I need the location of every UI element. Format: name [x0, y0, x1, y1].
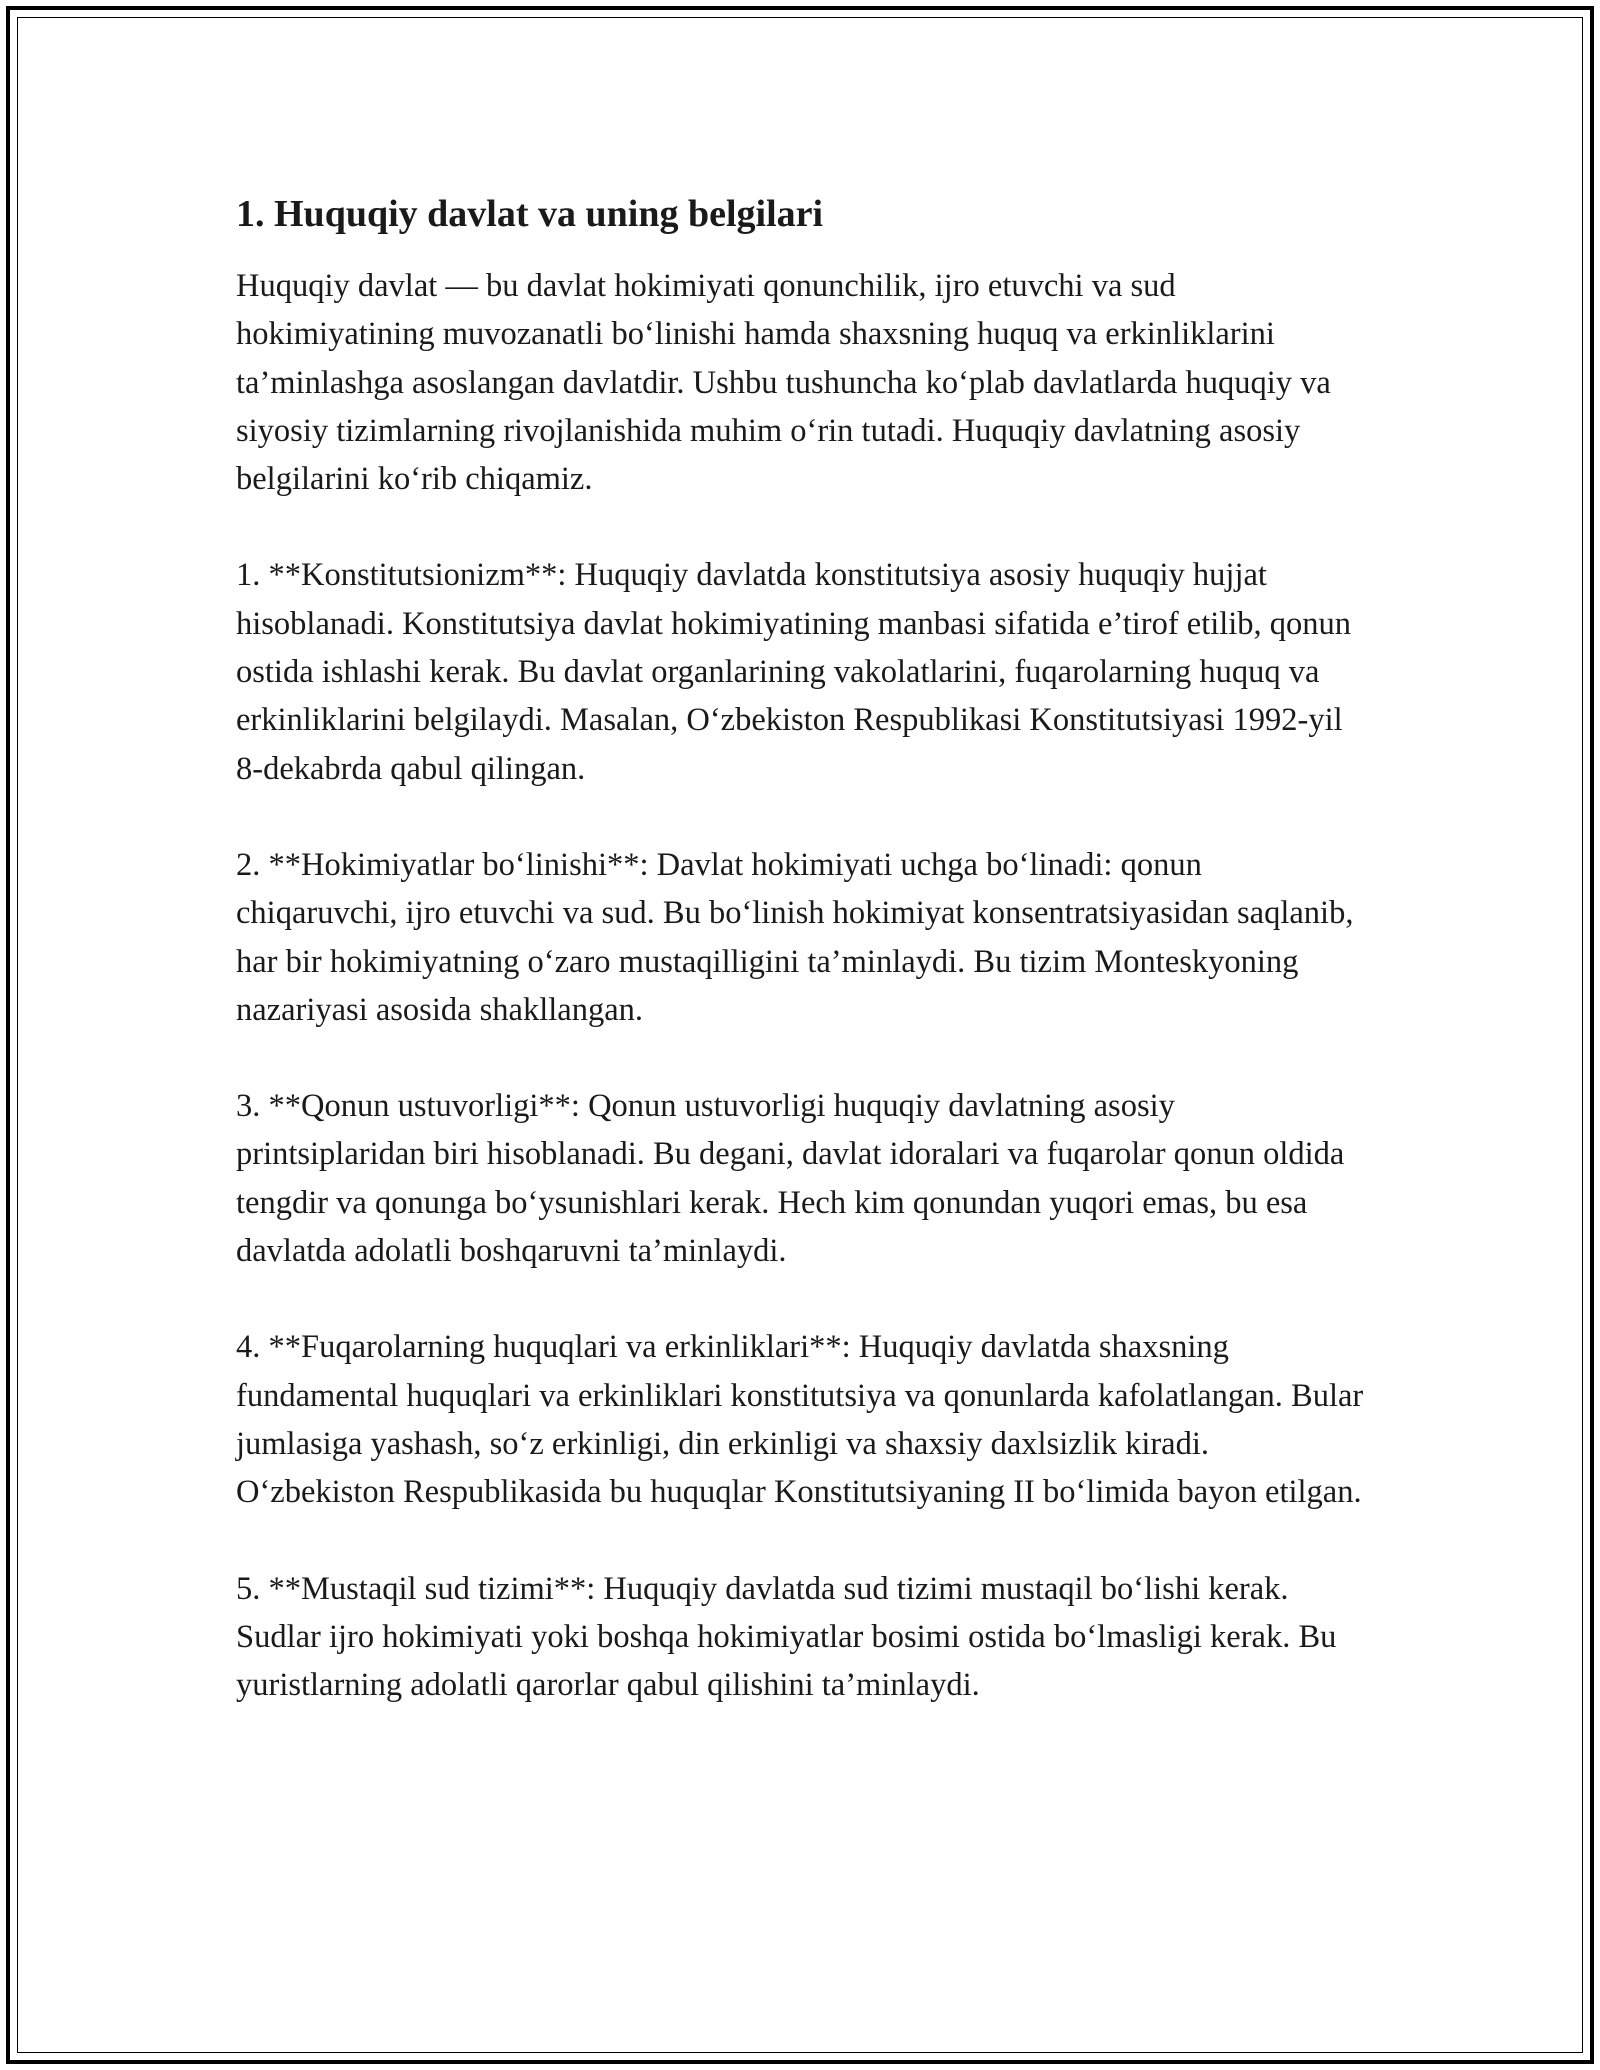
- document-body: [236, 186, 1366, 1757]
- paragraph-qonun-ustuvorligi: 3. **Qonun ustuvorligi**: Qonun ustuvorligi huquqiy davlatning asosiy printsiplaridan biri hisoblanadi. Bu degani, davlat idoralari va fuqarolar qonun oldida tengdir va qonunga bo‘ysunishlari kerak. Hech kim qonundan yuqori emas, bu esa davlatda adolatli boshqaruvni ta’minlaydi.: [236, 1088, 1345, 1270]
- paragraph-konstitutsionizm: 1. **Konstitutsionizm**: Huquqiy davlatda konstitutsiya asosiy huquqiy hujjat hisoblanadi. Konstitutsiya davlat hokimiyatining manbasi sifatida e’tirof etilib, qonun ostida ishlashi kerak. Bu davlat organlarining vakolatlarini, fuqarolarning huquq va erkinliklarini belgilaydi. Masalan, O‘zbekiston Respublikasi Konstitutsiyasi 1992-yil 8-dekabrda qabul qilingan.: [236, 557, 1352, 787]
- paragraph-fuqarolarning-huquqlari: 4. **Fuqarolarning huquqlari va erkinliklari**: Huquqiy davlatda shaxsning fundamental huquqlari va erkinliklari konstitutsiya va qonunlarda kafolatlangan. Bular jumlasiga yashash, so‘z erkinligi, din erkinligi va shaxsiy daxlsizlik kiradi. O‘zbekiston Respublikasida bu huquqlar Konstitutsiyaning II bo‘limida bayon etilgan.: [236, 1329, 1364, 1511]
- intro-paragraph: Huquqiy davlat — bu davlat hokimiyati qonunchilik, ijro etuvchi va sud hokimiyatining muvozanatli bo‘linishi hamda shaxsning huquq va erkinliklarini ta’minlashga asoslangan davlatdir. Ushbu tushuncha ko‘plab davlatlarda huquqiy va siyosiy tizimlarning rivojlanishida muhim o‘rin tutadi. Huquqiy davlatning asosiy belgilarini ko‘rib chiqamiz.: [236, 268, 1331, 498]
- document-title: 1. Huquqiy davlat va uning belgilari: [236, 193, 824, 235]
- paragraph-hokimiyatlar-bolinishi: 2. **Hokimiyatlar bo‘linishi**: Davlat hokimiyati uchga bo‘linadi: qonun chiqaruvchi, ijro etuvchi va sud. Bu bo‘linish hokimiyat konsentratsiyasidan saqlanib, har bir hokimiyatning o‘zaro mustaqilligini ta’minlaydi. Bu tizim Monteskyoning nazariyasi asosida shakllangan.: [236, 846, 1354, 1028]
- paragraph-mustaqil-sud-tizimi: 5. **Mustaqil sud tizimi**: Huquqiy davlatda sud tizimi mustaqil bo‘lishi kerak. Sudlar ijro hokimiyati yoki boshqa hokimiyatlar bosimi ostida bo‘lmasligi kerak. Bu yuristlarning adolatli qarorlar qabul qilishini ta’minlaydi.: [236, 1570, 1337, 1704]
